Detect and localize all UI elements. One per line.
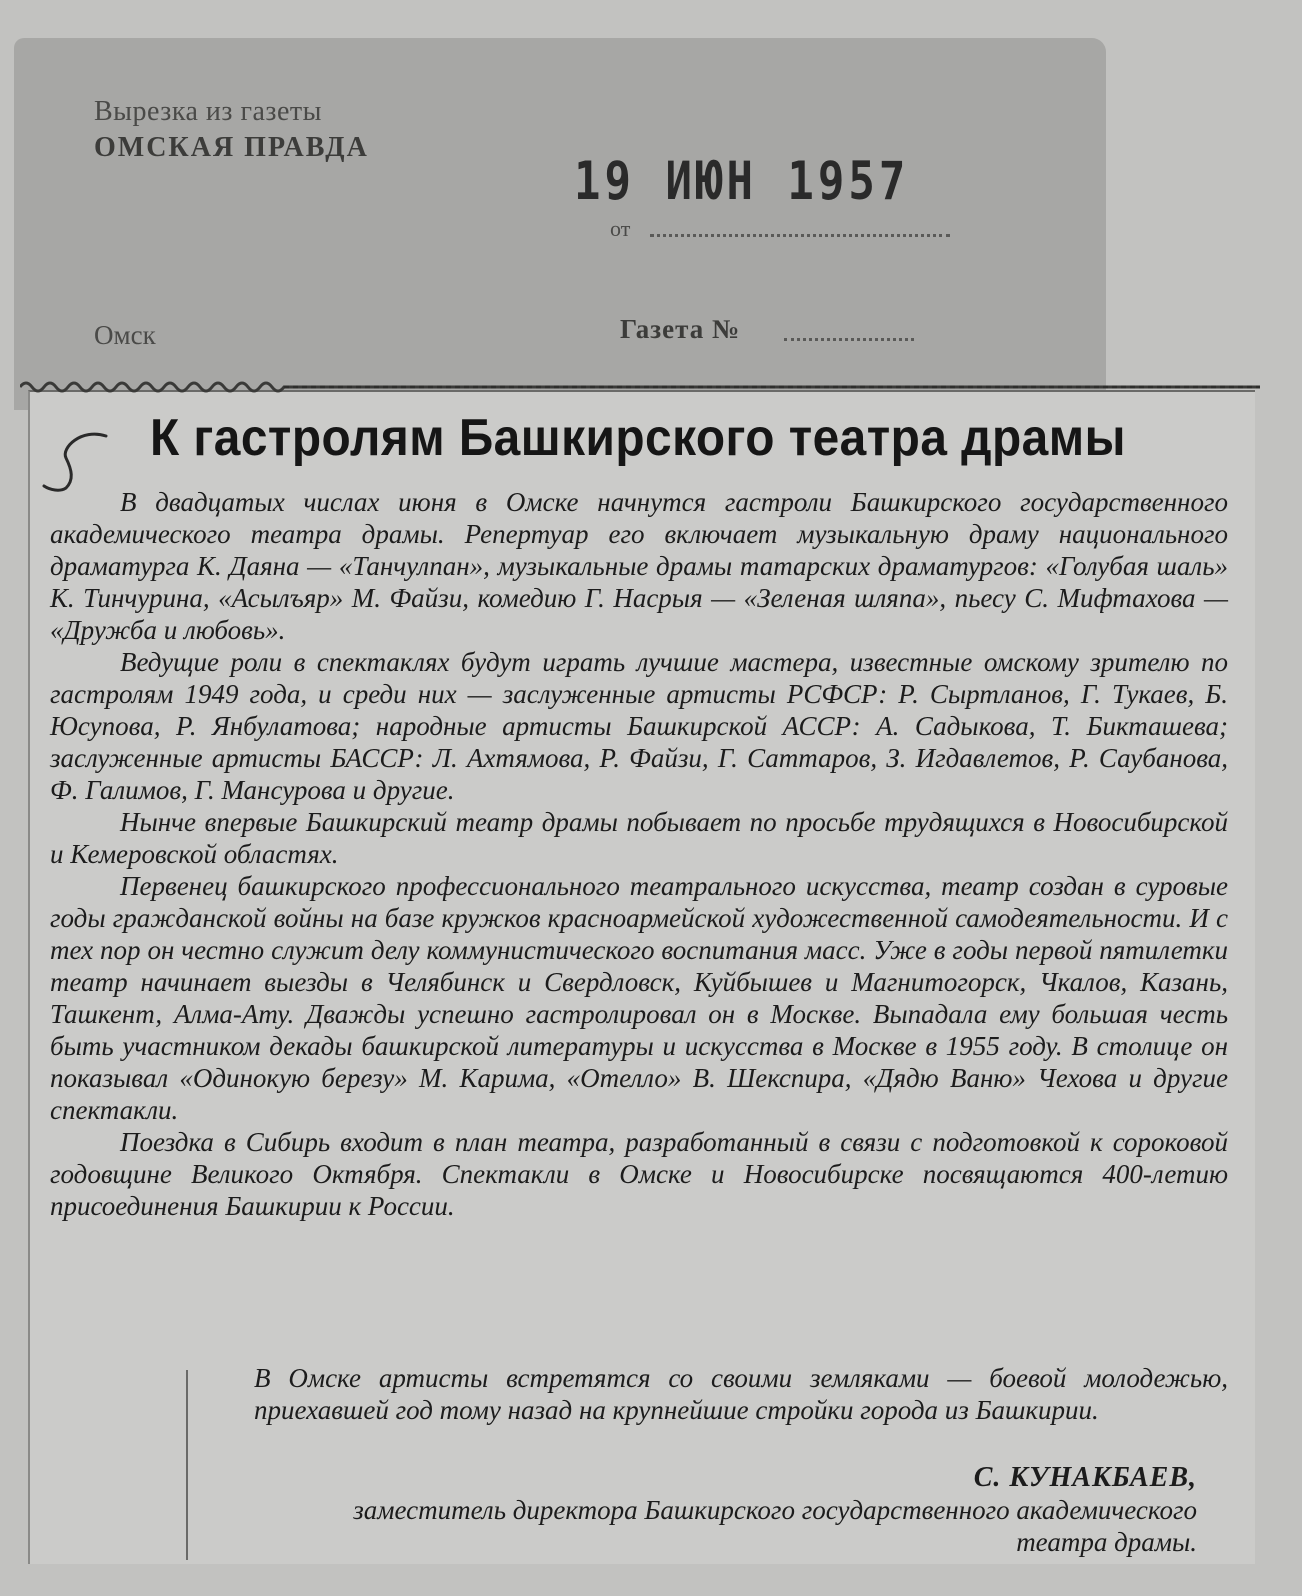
article-paragraph: Первенец башкирского профессионального театрального искусства, театр создан в суровые годы гражданской войны на базе кружков красноармейской художественной самодеятельности. И с тех пор он честно служит делу коммунистического воспитания масс. Уже в годы первой пятилетки театр начинает выезды в Челябинск и Свердловск, Куйбышев и Магнитогорск, Чкалов, Казань, Ташкент, Алма-Ату. Дважды успешно гастролировал он в Москве. Выпадала ему большая честь быть участником декады башкирской литературы и искусства в Москве в 1955 году. В столице он показывал «Одинокую березу» М. Карима, «Отелло» В. Шекспира, «Дядю Ваню» Чехова и другие спектакли. [50, 871, 1228, 1125]
column-divider [186, 1370, 188, 1560]
torn-edge-decoration [20, 377, 1260, 395]
closing-paragraph: В Омске артисты встретятся со своими земляками — боевой молодежью, приехавшей год тому назад на крупнейшие стройки города из Башкирии. [254, 1363, 1228, 1425]
city-label: Омск [94, 320, 156, 350]
date-stamp: 19 ИЮН 1957 [574, 150, 910, 213]
article-paragraph: Нынче впервые Башкирский театр драмы побывает по просьбе трудящихся в Новосибирской и Кемеровской областях. [50, 807, 1228, 869]
archive-card [14, 38, 1106, 410]
article-paragraph: В двадцатых числах июня в Омске начнутся гастроли Башкирского государственного академического театра драмы. Репертуар его включает музыкальную драму национального драматурга К. Даяна — «Танчулпан», музыкальные драмы татарских драматургов: «Голубая шаль» К. Тинчурина, «Асылъяр» М. Файзи, комедию Г. Насрыя — «Зеленая шляпа», пьесу С. Мифтахова — «Дружба и любовь». [50, 487, 1228, 645]
author-title: заместитель директора Башкирского государственного академического театра драмы. [353, 1495, 1197, 1557]
clipping-label: Вырезка из газеты [94, 96, 322, 127]
author-name: С. КУНАКБАЕВ, [973, 1462, 1197, 1493]
issue-label: Газета № [620, 314, 741, 344]
article-headline: К гастролям Башкирского театра драмы [150, 409, 1126, 467]
article-paragraph: Ведущие роли в спектаклях будут играть лучшие мастера, известные омскому зрителю по гастролям 1949 года, и среди них — заслуженные артисты РСФСР: Р. Сыртланов, Г. Тукаев, Б. Юсупова, Р. Янбулатова; народные артисты Башкирской АССР: А. Садыкова, Т. Бикташева; заслуженные артисты БАССР: Л. Ахтямова, Р. Файзи, Г. Саттаров, З. Игдавлетов, Р. Саубанова, Ф. Галимов, Г. Мансурова и другие. [50, 647, 1228, 805]
article-closing [254, 1362, 1228, 1426]
issue-dotted-line [784, 338, 914, 341]
date-prefix: от [610, 216, 631, 241]
date-dotted-line [650, 234, 950, 237]
newspaper-name: ОМСКАЯ ПРАВДА [94, 132, 369, 163]
article-paragraph: Поездка в Сибирь входит в план театра, разработанный в связи с подготовкой к сороковой годовщине Великого Октября. Спектакли в Омске и Новосибирске посвящаются 400-летию присоединения Башкирии к России. [50, 1127, 1228, 1221]
article-body [50, 486, 1228, 1222]
